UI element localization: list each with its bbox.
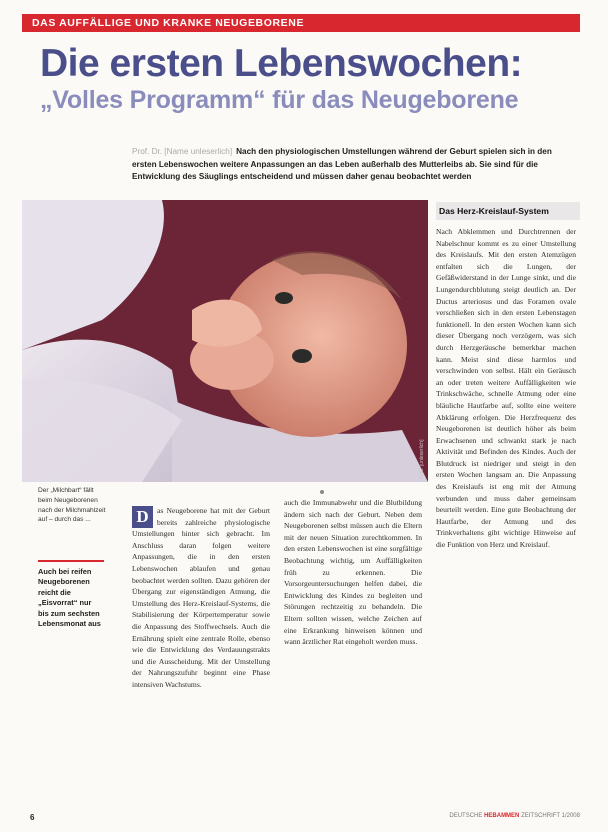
- body-column-1-text: as Neugeborene hat mit der Geburt bereits zahlreiche physiologische Umstellungen hinter sich gebracht. Im Anschluss daran folgen weitere Anpassungen, die in den ersten Lebenswochen ablaufen und genau beobachtet werden sollten. Dazu gehören der Übergang zur eigenständigen Atmung, die Umstellung des Herz-Kreislauf-Systems, die Stabilisierung der Körpertemperatur sowie die Anpassung des Stoffwechsels. Auch die Ernährung spielt eine zentrale Rolle, ebenso wie die Entwicklung des Verdauungstrakts und die Ausscheidung. Mit der Umstellung der Nahrungszufuhr beginnt eine Phase intensiven Wachstums.: [132, 506, 270, 689]
- newborn-illustration: [22, 200, 428, 482]
- section-banner: DAS AUFFÄLLIGE UND KRANKE NEUGEBORENE: [22, 14, 580, 32]
- intro-text: Nach den physiologischen Umstellungen während der Geburt spielen sich in den ersten Lebenswochen weitere Anpassungen an das Leben außerhalb des Mutterleibs ab. Sie sind für die Entwicklung des Säuglings entscheidend und müssen daher genau beobachtet werden: [132, 147, 552, 182]
- body-column-2-text: auch die Immunabwehr und die Blutbildung ändern sich nach der Geburt. Neben dem Neugeborenen selbst müssen auch die Eltern mit der neuen Situation zurechtkommen. In den ersten Lebenswochen ist eine sorgfältige Beobachtung wichtig, um Auffälligkeiten früh zu erkennen. Die Vorsorgeuntersuchungen helfen dabei, die Entwicklung des Kindes zu begleiten und Störungen rechtzeitig zu behandeln. Die Eltern sollten wissen, welche Zeichen auf eine Erkrankung hinweisen können und wann ärztlicher Rat eingeholt werden muss.: [284, 498, 422, 647]
- body-column-2: [284, 497, 422, 795]
- page-number: 6: [30, 813, 35, 822]
- journal-prefix: DEUTSCHE: [449, 813, 483, 819]
- intro-author: Prof. Dr. [Name unleserlich]: [132, 147, 233, 156]
- article-intro: [132, 146, 572, 184]
- journal-suffix: ZEITSCHRIFT 1/2008: [521, 813, 580, 819]
- caption-divider: [38, 560, 104, 562]
- body-column-3-text: Nach Abklemmen und Durchtrennen der Nabelschnur kommt es zu einer Umstellung des Kreislaufs. Mit den ersten Atemzügen entfalten sich die Lungen, der Gefäßwiderstand in der Lunge sinkt, und die Lungendurchblutung steigt deutlich an. Der Ductus arteriosus und das Foramen ovale verschließen sich in den ersten Lebenstagen funktionell. In den ersten Wochen kann sich dieser Übergang noch verzögern, was sich durch Herzgeräusche bemerkbar machen kann. Meist sind diese harmlos und verschwinden von selbst. Hält ein Geräusch an oder treten weitere Auffälligkeiten wie Trinkschwäche, schnelle Atmung oder eine bläuliche Hautfarbe auf, sollte eine weitere Abklärung erfolgen. Die Herzfrequenz des Neugeborenen ist deutlich höher als beim Erwachsenen und schwankt stark je nach Aktivität und Befinden des Kindes. Auch der Blutdruck ist niedriger und steigt in den ersten Wochen langsam an. Die Anpassung des Kreislaufs ist eng mit der Atmung verbunden und muss daher gemeinsam beurteilt werden. Eine gute Beobachtung der Hautfarbe, der Atmung und des Trinkverhaltens gibt wichtige Hinweise auf die Funktion von Herz und Kreislauf.: [436, 227, 576, 550]
- drop-cap: D: [132, 506, 153, 528]
- article-subtitle: „Volles Programm“ für das Neugeborene: [40, 86, 519, 114]
- newborn-photo: [22, 200, 428, 482]
- section-heading: Das Herz-Kreislauf-System: [436, 202, 580, 220]
- body-column-1: [132, 505, 270, 795]
- photo-credit: Foto: [unleserlich]: [419, 439, 425, 479]
- body-column-3: [436, 226, 576, 800]
- journal-footer: [430, 813, 580, 819]
- column-bullet: [320, 490, 324, 494]
- article-title: Die ersten Lebenswochen:: [40, 42, 523, 85]
- journal-name: HEBAMMEN: [484, 813, 520, 819]
- photo-caption: Der „Milchbart“ fällt beim Neugeborenen nach der Milchmahlzeit auf – durch das ...: [38, 487, 106, 524]
- side-note: Auch bei reifen Neugeborenen reicht die „Eisvorrat“ nur bis zum sechsten Lebensmonat aus: [38, 567, 101, 629]
